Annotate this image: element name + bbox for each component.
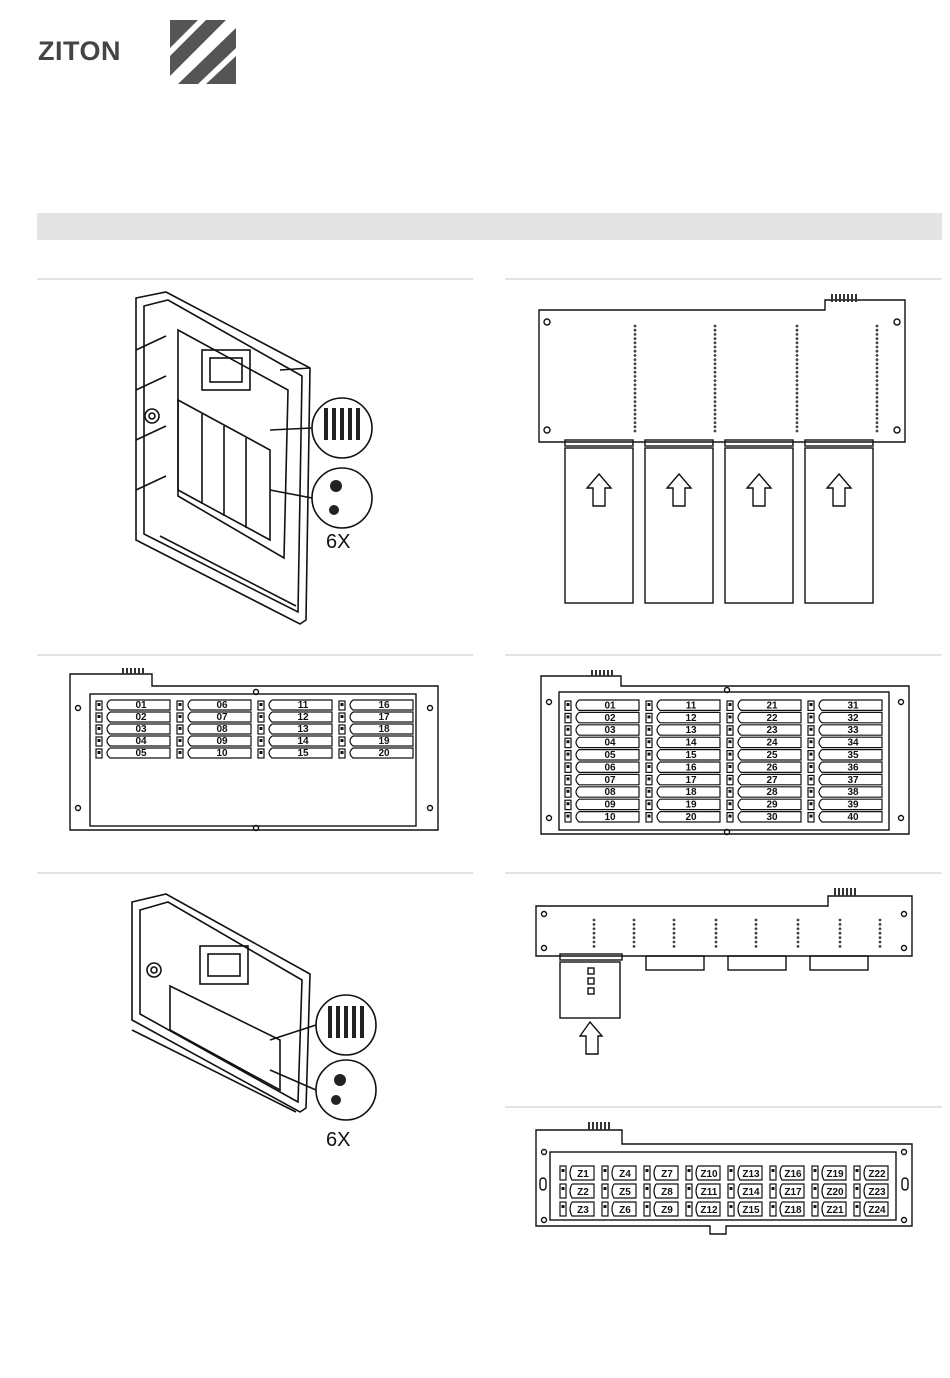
label-number: 18 [685, 787, 697, 799]
label-slot [177, 748, 251, 759]
label-number: 03 [604, 725, 616, 737]
label-slot [96, 712, 170, 723]
label-slot [727, 762, 801, 773]
label-number: 19 [685, 799, 697, 811]
label-slot [258, 748, 332, 759]
zone-label-text: Z11 [700, 1187, 718, 1198]
divider [37, 654, 473, 656]
zone-label-slot [644, 1202, 678, 1216]
zone-label-text: Z14 [742, 1187, 760, 1198]
label-number: 01 [135, 700, 147, 711]
label-slot [177, 712, 251, 723]
zone-label-slot [644, 1166, 678, 1180]
label-number: 08 [604, 787, 616, 799]
label-slot [96, 748, 170, 759]
label-slot [565, 700, 639, 711]
label-number: 26 [766, 762, 778, 774]
section-header-bar [37, 213, 942, 240]
label-slot [808, 700, 882, 711]
label-number: 21 [766, 700, 778, 712]
zone-label-slot [602, 1184, 636, 1198]
label-number: 19 [378, 736, 390, 747]
zone-label-text: Z1 [577, 1169, 589, 1180]
label-number: 06 [216, 700, 228, 711]
label-number: 16 [378, 700, 390, 711]
label-number: 11 [297, 700, 309, 711]
zone-label-slot [770, 1184, 804, 1198]
zone-label-slot [644, 1184, 678, 1198]
label-slot [258, 724, 332, 735]
label-number: 02 [135, 712, 147, 723]
divider [505, 278, 942, 280]
label-number: 02 [604, 712, 616, 724]
label-slot [565, 750, 639, 761]
label-number: 34 [847, 737, 859, 749]
label-slot [258, 712, 332, 723]
label-slot [646, 787, 720, 798]
zone-label-text: Z15 [742, 1205, 760, 1216]
label-slot [808, 750, 882, 761]
label-number: 35 [847, 750, 859, 761]
zone-label-slot [770, 1166, 804, 1180]
label-number: 12 [685, 712, 697, 724]
zone-label-slot [686, 1184, 720, 1198]
label-slot [808, 737, 882, 748]
label-number: 04 [135, 736, 147, 747]
zone-label-text: Z13 [742, 1169, 760, 1180]
label-number: 36 [847, 762, 859, 774]
label-slot [808, 799, 882, 810]
multiplier-label: 6X [326, 531, 351, 553]
label-number: 14 [297, 736, 309, 747]
label-slot [808, 812, 882, 823]
zone-label-slot [854, 1184, 888, 1198]
label-slot [646, 725, 720, 736]
label-slot [808, 762, 882, 773]
zone-label-slot [728, 1184, 762, 1198]
zone-label-slot [854, 1166, 888, 1180]
label-slot [565, 812, 639, 823]
zone-label-slot [686, 1202, 720, 1216]
zone-label-text: Z7 [661, 1169, 673, 1180]
zone-label-text: Z5 [619, 1187, 631, 1198]
zone-label-text: Z9 [661, 1205, 673, 1216]
label-number: 28 [766, 787, 778, 799]
label-slot [727, 750, 801, 761]
zone-label-slot [560, 1184, 594, 1198]
zone-label-slot [812, 1184, 846, 1198]
divider [37, 872, 473, 874]
label-number: 17 [685, 774, 697, 786]
zone-label-text: Z22 [868, 1169, 886, 1180]
zone-label-text: Z6 [619, 1205, 631, 1216]
zone-label-plate-figure [530, 1122, 916, 1240]
insert-card-diagram-figure [535, 292, 915, 607]
label-number: 13 [685, 725, 697, 737]
label-slot [96, 736, 170, 747]
small-insert-diagram-figure [530, 882, 916, 1057]
label-slot [808, 712, 882, 723]
zone-label-text: Z2 [577, 1187, 589, 1198]
label-slot [177, 724, 251, 735]
label-number: 20 [685, 812, 697, 823]
label-number: 08 [216, 724, 228, 735]
label-number: 05 [135, 748, 147, 759]
zone-label-text: Z3 [577, 1205, 589, 1216]
label-slot [339, 736, 413, 747]
zone-label-slot [770, 1202, 804, 1216]
label-slot [339, 700, 413, 711]
zone-label-text: Z4 [619, 1169, 631, 1180]
zone-label-text: Z23 [868, 1187, 886, 1198]
label-slot [808, 774, 882, 785]
label-slot [565, 712, 639, 723]
label-number: 12 [297, 712, 309, 723]
label-slot [258, 700, 332, 711]
zone-label-slot [686, 1166, 720, 1180]
label-slot [727, 799, 801, 810]
label-slot [646, 774, 720, 785]
zone-label-slot [602, 1202, 636, 1216]
label-slot [808, 787, 882, 798]
divider [505, 654, 942, 656]
label-slot [565, 799, 639, 810]
label-slot [565, 762, 639, 773]
label-slot [727, 812, 801, 823]
label-number: 31 [847, 700, 859, 712]
zone-label-slot [854, 1202, 888, 1216]
zone-label-text: Z10 [700, 1169, 718, 1180]
zone-label-slot [602, 1166, 636, 1180]
label-slot [339, 748, 413, 759]
label-slot [565, 774, 639, 785]
label-number: 01 [604, 700, 616, 712]
label-number: 07 [216, 712, 228, 723]
label-number: 22 [766, 712, 778, 724]
multiplier-label: 6X [326, 1129, 351, 1151]
brand-name: ZITON [38, 36, 121, 66]
label-number: 07 [604, 774, 616, 786]
label-slot [808, 725, 882, 736]
label-number: 03 [135, 724, 147, 735]
label-number: 10 [604, 812, 616, 823]
zone-label-slot [812, 1166, 846, 1180]
zone-label-text: Z17 [784, 1187, 802, 1198]
label-number: 30 [766, 812, 778, 823]
divider [505, 872, 942, 874]
ziton-logo-icon [170, 20, 236, 84]
label-slot [565, 737, 639, 748]
label-slot [565, 725, 639, 736]
label-slot [177, 700, 251, 711]
label-number: 29 [766, 799, 778, 811]
label-slot [646, 700, 720, 711]
label-number: 33 [847, 725, 859, 737]
label-number: 10 [216, 748, 228, 759]
cabinet-landscape-diagram-figure [120, 890, 390, 1155]
zone-label-text: Z24 [868, 1205, 886, 1216]
label-number: 05 [604, 750, 616, 761]
label-number: 16 [685, 762, 697, 774]
label-number: 39 [847, 799, 859, 811]
label-slot [727, 774, 801, 785]
label-number: 11 [685, 700, 697, 712]
zone-label-slot [728, 1166, 762, 1180]
label-number: 27 [766, 774, 778, 786]
label-slot [646, 737, 720, 748]
zone-label-text: Z18 [784, 1205, 802, 1216]
zone-label-text: Z19 [826, 1169, 844, 1180]
label-slot [646, 750, 720, 761]
label-slot [727, 725, 801, 736]
label-slot [177, 736, 251, 747]
label-number: 15 [685, 750, 697, 761]
label-slot [727, 700, 801, 711]
label-number: 37 [847, 774, 859, 786]
label-number: 04 [604, 737, 616, 749]
label-slot [646, 799, 720, 810]
zone-label-slot [728, 1202, 762, 1216]
label-slot [96, 724, 170, 735]
label-slot [339, 724, 413, 735]
label-slot [727, 712, 801, 723]
zone-label-text: Z16 [784, 1169, 802, 1180]
zone-label-text: Z12 [700, 1205, 718, 1216]
zone-label-text: Z20 [826, 1187, 844, 1198]
label-number: 15 [297, 748, 309, 759]
label-number: 24 [766, 737, 778, 749]
zone-label-text: Z8 [661, 1187, 673, 1198]
label-number: 20 [378, 748, 390, 759]
label-slot [258, 736, 332, 747]
label-slot [339, 712, 413, 723]
label-number: 32 [847, 712, 859, 724]
zone-label-slot [560, 1166, 594, 1180]
divider [505, 1106, 942, 1108]
label-slot [96, 700, 170, 711]
cabinet-diagram-figure [120, 290, 390, 630]
label-number: 09 [604, 799, 616, 811]
label-number: 13 [297, 724, 309, 735]
label-slot [727, 787, 801, 798]
label-plate-20-figure [66, 668, 446, 838]
divider [37, 278, 473, 280]
label-number: 18 [378, 724, 390, 735]
label-slot [727, 737, 801, 748]
label-slot [646, 762, 720, 773]
zone-label-slot [812, 1202, 846, 1216]
label-plate-40-figure [537, 668, 917, 840]
zone-label-slot [560, 1202, 594, 1216]
label-number: 40 [847, 812, 859, 823]
label-number: 06 [604, 762, 616, 774]
label-slot [646, 712, 720, 723]
label-number: 14 [685, 737, 697, 749]
label-number: 17 [378, 712, 390, 723]
zone-label-text: Z21 [826, 1205, 844, 1216]
label-number: 23 [766, 725, 778, 737]
label-number: 38 [847, 787, 859, 799]
label-slot [646, 812, 720, 823]
label-number: 25 [766, 750, 778, 761]
label-number: 09 [216, 736, 228, 747]
label-slot [565, 787, 639, 798]
